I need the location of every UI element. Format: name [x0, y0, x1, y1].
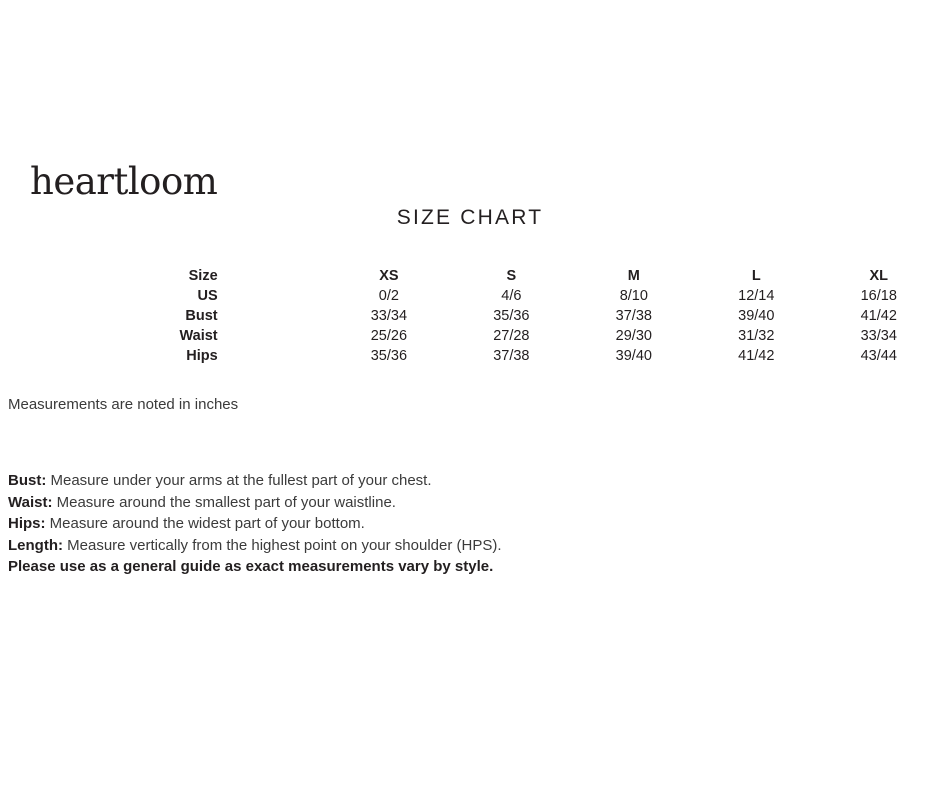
cell-hips-xl: 43/44 [860, 348, 897, 364]
guide-label-bust: Bust: [8, 472, 47, 489]
cell-us-m: 8/10 [619, 288, 648, 304]
cell-bust-m: 37/38 [615, 308, 652, 324]
row-label-waist: Waist [179, 328, 218, 344]
table-header-cell-l: L [751, 268, 761, 284]
guide-label-waist: Waist: [8, 493, 53, 511]
cell-us-xl: 16/18 [860, 288, 897, 304]
table-row [0, 286, 940, 306]
cell-bust-xs: 33/34 [370, 308, 408, 324]
units-note: Measurements are noted in inches [8, 396, 239, 413]
page-title: SIZE CHART [396, 206, 544, 229]
size-chart-table [0, 266, 940, 366]
guide-line-hips [8, 513, 502, 535]
cell-bust-s: 35/36 [493, 308, 530, 324]
guide-line-length [8, 535, 502, 557]
table-header-label: Size [188, 268, 218, 284]
cell-waist-xs: 25/26 [370, 328, 408, 344]
row-label-us: US [197, 288, 218, 304]
cell-bust-l: 39/40 [738, 308, 775, 324]
table-header-cell-xs: XS [379, 268, 399, 284]
guide-disclaimer: Please use as a general guide as exact measurements vary by style. [8, 558, 494, 575]
table-header-cell-xl: XL [869, 268, 889, 284]
table-header-cell-s: S [506, 268, 517, 284]
cell-us-l: 12/14 [738, 288, 775, 304]
guide-label-hips: Hips: [8, 515, 46, 532]
table-header-cell-m: M [627, 268, 640, 284]
cell-hips-m: 39/40 [615, 348, 652, 364]
cell-waist-m: 29/30 [615, 328, 652, 344]
cell-waist-xl: 33/34 [860, 328, 897, 344]
cell-waist-l: 31/32 [738, 328, 775, 344]
cell-bust-xl: 41/42 [860, 308, 897, 324]
table-header-row [0, 266, 940, 286]
cell-waist-s: 27/28 [493, 328, 530, 344]
cell-us-s: 4/6 [501, 288, 522, 304]
guide-text-hips: Measure around the widest part of your bottom. [45, 515, 365, 532]
guide-text-waist: Measure around the smallest part of your waistline. [52, 493, 396, 511]
table-row [0, 346, 940, 366]
guide-text-bust: Measure under your arms at the fullest part of your chest. [46, 472, 432, 489]
guide-text-length: Measure vertically from the highest point on your shoulder (HPS). [62, 536, 502, 554]
table-row [0, 326, 940, 346]
guide-line-bust [8, 470, 502, 492]
row-label-hips: Hips [186, 348, 218, 364]
guide-label-length: Length: [8, 536, 63, 554]
measurement-guide [8, 470, 502, 578]
brand-logo: heartloom [30, 160, 218, 203]
cell-hips-l: 41/42 [738, 348, 775, 364]
table-row [0, 306, 940, 326]
row-label-bust: Bust [185, 308, 218, 324]
cell-us-xs: 0/2 [378, 288, 399, 304]
guide-line-waist [8, 492, 502, 514]
cell-hips-s: 37/38 [493, 348, 530, 364]
cell-hips-xs: 35/36 [370, 348, 408, 364]
